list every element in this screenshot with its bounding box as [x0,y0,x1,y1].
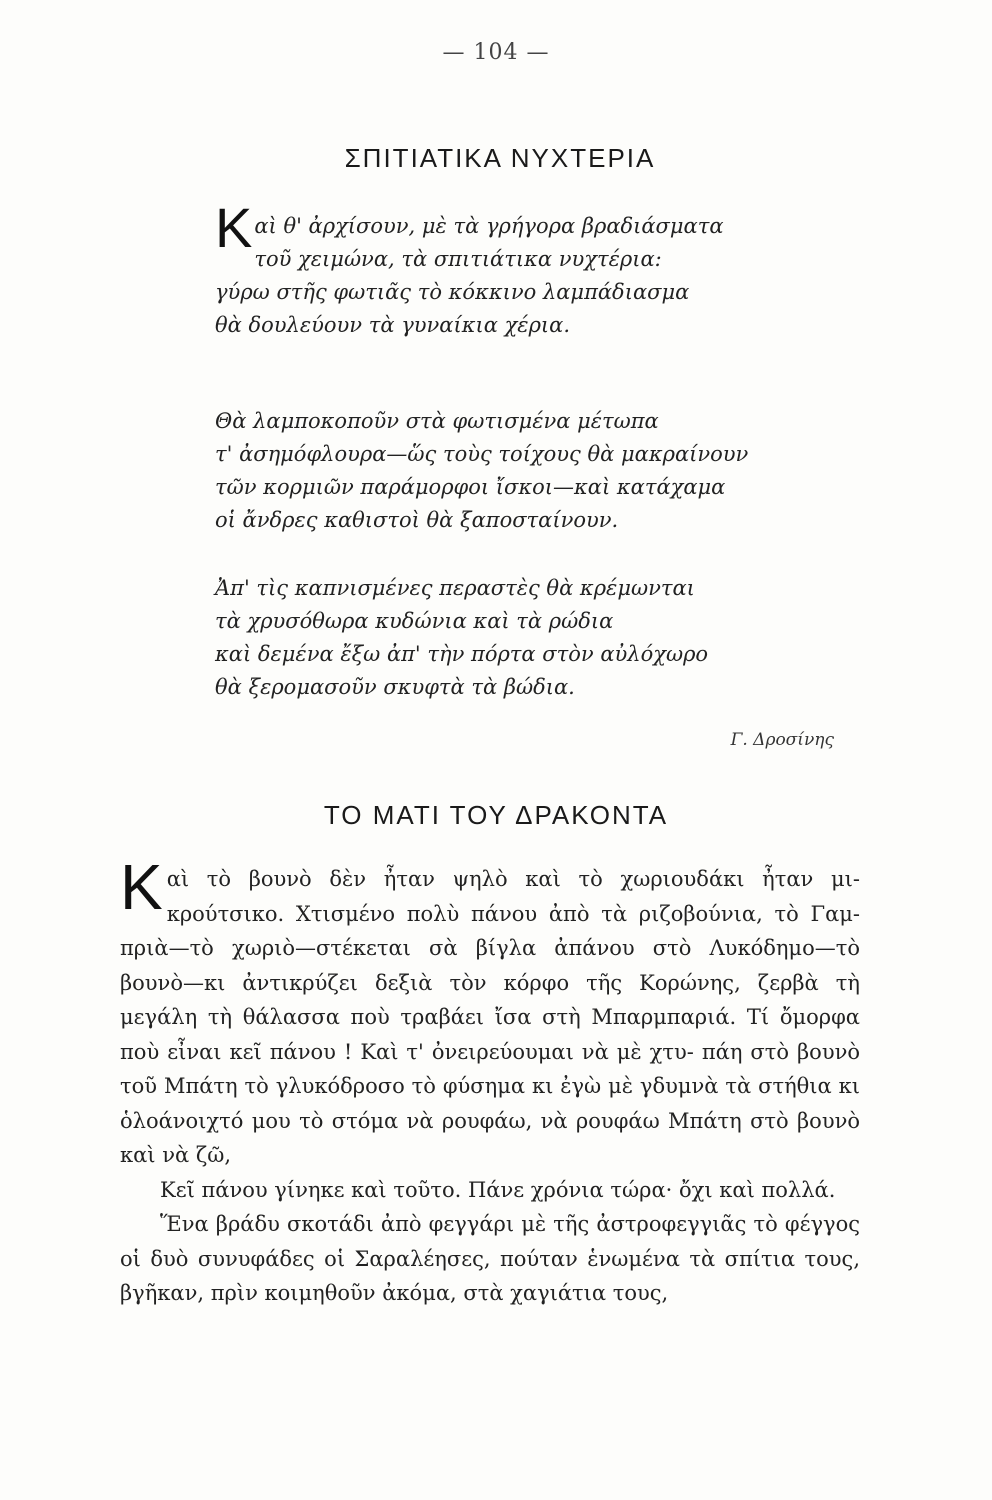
poem-line: Ἀπ' τὶς καπνισμένες περαστὲς θὰ κρέμωνται [215,576,695,600]
poem-line: Καὶ θ' ἀρχίσουν, μὲ τὰ γρήγορα βραδιάσματα [215,196,724,259]
poem-line: γύρω στῆς φωτιᾶς τὸ κόκκινο λαμπάδιασμα [215,280,690,304]
author-signature: Γ. Δροσίνης [730,730,834,750]
poem-stanza-3 [215,572,815,704]
poem-stanza-2 [215,405,815,537]
paragraph: Κεῖ πάνου γίνηκε καὶ τοῦτο. Πάνε χρόνια τώρα· ὄχι καὶ πολλά. [160,1177,836,1202]
paragraph: Ἕνα βράδυ σκοτάδι ἀπὸ φεγγάρι μὲ τῆς ἀστροφεγγιᾶς τὸ φέγγος οἱ δυὸ συνυφάδες οἱ Σαραλέησες, πούταν ἑνωμένα τὰ σπίτια τους, βγῆκαν, πρὶν κοιμηθοῦν ἀκόμα, στὰ χαγιάτια τους, [120,1212,860,1305]
story-text [120,851,860,1311]
poem-stanza-1 [215,196,815,342]
poem-line: τοῦ χειμώνα, τὰ σπιτιάτικα νυχτέρια: [254,247,662,271]
paragraph: Καὶ τὸ βουνὸ δὲν ἦταν ψηλὸ καὶ τὸ χωριουδάκι ἦταν μι- κρούτσικο. Χτισμένο πολὺ πάνου ἀπὸ τὰ ριζοβούνια, τὸ Γαμ- πριὰ—τὸ χωριὸ—στέκεται σὰ βίγλα ἀπάνου στὸ Λυκόδημο—τὸ βουνὸ—κι ἀντικρύζει δεξιὰ τὸν κόρφο τῆς Κορώνης, ζερβὰ τὴ μεγάλη τὴ θάλασσα ποὺ τραβάει ἴσα στὴ Μπαρμπαριά. Τί ὄμορφα ποὺ εἶναι κεῖ πάνου ! Καὶ τ' ὀνειρεύουμαι νὰ μὲ χτυ- πάη στὸ βουνὸ τοῦ Μπάτη τὸ γλυκόδροσο τὸ φύσημα κι ἐγὼ μὲ γδυμνὰ τὰ στήθια κι ὁλοάνοιχτό μου τὸ στόμα νὰ ρουφάω, νὰ ρουφάω Μπάτη στὸ βουνὸ καὶ νὰ ζῶ, [120,851,860,1167]
poem-line: Θὰ λαμποκοποῦν στὰ φωτισμένα μέτωπα [215,409,659,433]
poem-line: οἱ ἄνδρες καθιστοὶ θὰ ξαποσταίνουν. [215,508,619,532]
poem-line: τ' ἀσημόφλουρα—ὥς τοὺς τοίχους θὰ μακραίνουν [215,442,749,466]
story-title: ΤΟ ΜΑΤΙ ΤΟΥ ΔΡΑΚΟΝΤΑ [323,800,669,830]
poem-line: θὰ δουλεύουν τὰ γυναίκια χέρια. [215,313,571,337]
poem-line: καὶ δεμένα ἔξω ἀπ' τὴν πόρτα στὸν αὐλόχωρο [215,642,709,666]
page-number: — 104 — [442,40,550,65]
drop-cap: Κ [120,851,163,923]
poem-line: τῶν κορμιῶν παράμορφοι ἴσκοι—καὶ κατάχαμα [215,475,726,499]
poem-line: τὰ χρυσόθωρα κυδώνια καὶ τὰ ρώδια [215,609,614,633]
poem-title: ΣΠΙΤΙΑΤΙΚΑ ΝΥΧΤΕΡΙΑ [344,143,656,173]
poem-line: θὰ ξερομασοῦν σκυφτὰ τὰ βώδια. [215,675,575,699]
drop-cap: Κ [215,196,253,259]
